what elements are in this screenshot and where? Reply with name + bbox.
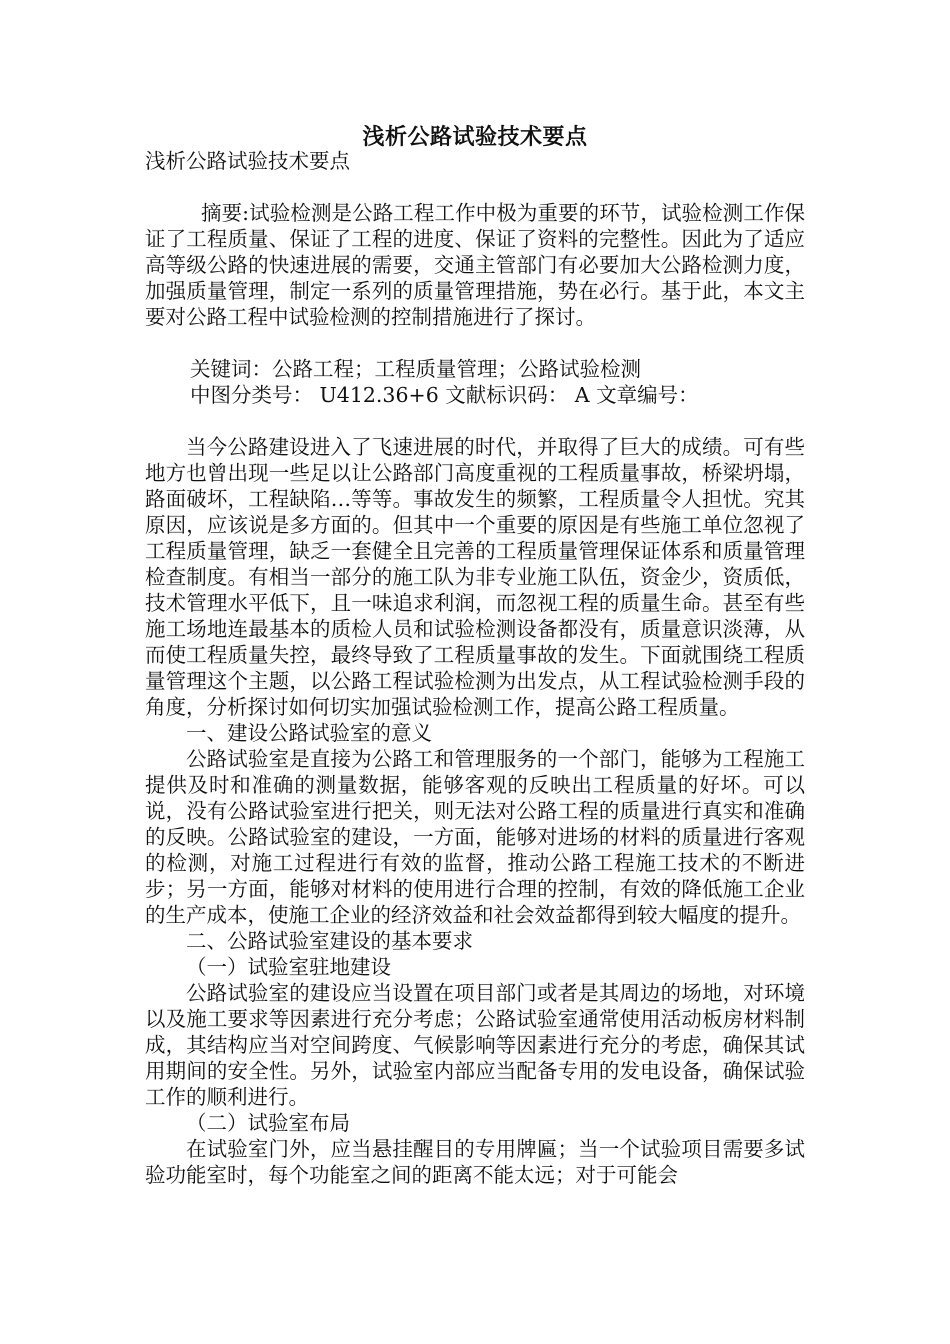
intro-paragraph: 当今公路建设进入了飞速进展的时代，并取得了巨大的成绩。可有些地方也曾出现一些足以让公路部门高度重视的工程质量事故，桥梁坍塌，路面破坏，工程缺陷…等等。事故发生的频繁，工程质量令人担忧。究其原因，应该说是多方面的。但其中一个重要的原因是有些施工单位忽视了工程质量管理，缺乏一套健全且完善的工程质量管理保证体系和质量管理检查制度。有相当一部分的施工队为非专业施工队伍，资金少，资质低，技术管理水平低下，且一味追求利润，而忽视工程的质量生命。甚至有些施工场地连最基本的质检人员和试验检测设备都没有，质量意识淡薄，从而使工程质量失控，最终导致了工程质量事故的发生。下面就围绕工程质量管理这个主题，以公路工程试验检测为出发点，从工程试验检测手段的角度，分析探讨如何切实加强试验检测工作，提高公路工程质量。 (145, 435, 805, 719)
subsection-heading-2: （二）试验室布局 (186, 1111, 350, 1135)
blank-line (145, 408, 805, 434)
subsection-heading-1: （一）试验室驻地建设 (186, 955, 391, 979)
keywords-line: 关键词：公路工程；工程质量管理；公路试验检测 (190, 357, 641, 381)
document-subtitle: 浅析公路试验技术要点 (145, 149, 350, 173)
document-body (145, 148, 805, 1188)
document-title: 浅析公路试验技术要点 (362, 125, 588, 150)
blank-line (145, 174, 805, 200)
classification-line: 中图分类号： U412.36+6 文献标识码： A 文章编号： (190, 383, 699, 407)
section-heading-1: 一、建设公路试验室的意义 (186, 721, 432, 745)
subsection-1-paragraph: 公路试验室的建设应当设置在项目部门或者是其周边的场地，对环境以及施工要求等因素进行充分考虑；公路试验室通常使用活动板房材料制成，其结构应当对空间跨度、气候影响等因素进行充分的考虑，确保其试用期间的安全性。另外，试验室内部应当配备专用的发电设备，确保试验工作的顺利进行。 (145, 981, 805, 1109)
subsection-2-paragraph: 在试验室门外，应当悬挂醒目的专用牌匾；当一个试验项目需要多试验功能室时，每个功能室之间的距离不能太远；对于可能会 (145, 1137, 805, 1187)
section-heading-2: 二、公路试验室建设的基本要求 (186, 929, 473, 953)
blank-line (145, 330, 805, 356)
abstract-paragraph: 摘要:试验检测是公路工程工作中极为重要的环节，试验检测工作保证了工程质量、保证了工程的进度、保证了资料的完整性。因此为了适应高等级公路的快速进展的需要，交通主管部门有必要加大公路检测力度，加强质量管理，制定一系列的质量管理措施，势在必行。基于此，本文主要对公路工程中试验检测的控制措施进行了探讨。 (145, 201, 805, 329)
section-1-paragraph: 公路试验室是直接为公路工和管理服务的一个部门，能够为工程施工提供及时和准确的测量数据，能够客观的反映出工程质量的好坏。可以说，没有公路试验室进行把关，则无法对公路工程的质量进行真实和准确的反映。公路试验室的建设，一方面，能够对进场的材料的质量进行客观的检测，对施工过程进行有效的监督，推动公路工程施工技术的不断进步；另一方面，能够对材料的使用进行合理的控制，有效的降低施工企业的生产成本，使施工企业的经济效益和社会效益都得到较大幅度的提升。 (145, 747, 805, 927)
